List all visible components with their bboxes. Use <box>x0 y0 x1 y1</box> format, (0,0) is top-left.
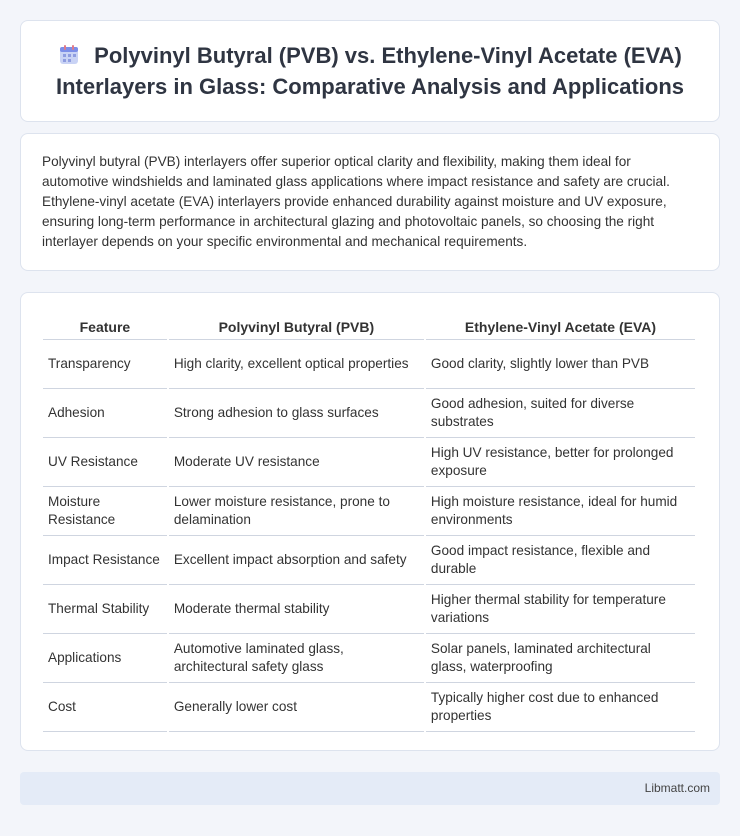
eva-cell: Higher thermal stability for temperature variations <box>426 585 695 634</box>
comparison-card <box>20 292 720 751</box>
page-title <box>45 40 695 102</box>
footer <box>20 772 720 805</box>
feature-cell: Adhesion <box>43 389 167 438</box>
title-card <box>20 20 720 122</box>
table-row <box>43 585 695 634</box>
eva-cell: High moisture resistance, ideal for humid environments <box>426 487 695 536</box>
pvb-cell: Strong adhesion to glass surfaces <box>169 389 424 438</box>
pvb-cell: Excellent impact absorption and safety <box>169 536 424 585</box>
pvb-cell: Automotive laminated glass, architectural safety glass <box>169 634 424 683</box>
eva-cell: Good clarity, slightly lower than PVB <box>426 340 695 389</box>
header-feature: Feature <box>43 313 167 340</box>
pvb-cell: Lower moisture resistance, prone to delamination <box>169 487 424 536</box>
intro-paragraph: Polyvinyl butyral (PVB) interlayers offer superior optical clarity and flexibility, making them ideal for automotive windshields and laminated glass applications where impact resistance and safety are crucial. Ethylene-vinyl acetate (EVA) interlayers provide enhanced durability against moisture and UV exposure, ensuring long-term performance in architectural glazing and photovoltaic panels, so choosing the right interlayer depends on your specific environmental and mechanical requirements. <box>42 154 670 249</box>
eva-cell: Solar panels, laminated architectural glass, waterproofing <box>426 634 695 683</box>
page-title-text: Polyvinyl Butyral (PVB) vs. Ethylene-Vinyl Acetate (EVA) Interlayers in Glass: Comparative Analysis and Applications <box>55 43 685 99</box>
feature-cell: Cost <box>43 683 167 732</box>
intro-card <box>20 133 720 271</box>
pvb-cell: Generally lower cost <box>169 683 424 732</box>
feature-cell: Applications <box>43 634 167 683</box>
table-row <box>43 438 695 487</box>
pvb-cell: High clarity, excellent optical properties <box>169 340 424 389</box>
table-row <box>43 634 695 683</box>
table-row <box>43 487 695 536</box>
eva-cell: Good adhesion, suited for diverse substrates <box>426 389 695 438</box>
eva-cell: High UV resistance, better for prolonged exposure <box>426 438 695 487</box>
table-row <box>43 389 695 438</box>
eva-cell: Typically higher cost due to enhanced properties <box>426 683 695 732</box>
pvb-cell: Moderate thermal stability <box>169 585 424 634</box>
table-row <box>43 683 695 732</box>
header-pvb: Polyvinyl Butyral (PVB) <box>169 313 424 340</box>
feature-cell: UV Resistance <box>43 438 167 487</box>
footer-site-link[interactable]: Libmatt.com <box>644 781 710 795</box>
pvb-cell: Moderate UV resistance <box>169 438 424 487</box>
comparison-table <box>41 313 697 732</box>
table-row <box>43 340 695 389</box>
table-header-row <box>43 313 695 340</box>
header-eva: Ethylene-Vinyl Acetate (EVA) <box>426 313 695 340</box>
feature-cell: Thermal Stability <box>43 585 167 634</box>
feature-cell: Impact Resistance <box>43 536 167 585</box>
eva-cell: Good impact resistance, flexible and durable <box>426 536 695 585</box>
feature-cell: Transparency <box>43 340 167 389</box>
calendar-icon <box>58 44 80 66</box>
feature-cell: Moisture Resistance <box>43 487 167 536</box>
table-row <box>43 536 695 585</box>
